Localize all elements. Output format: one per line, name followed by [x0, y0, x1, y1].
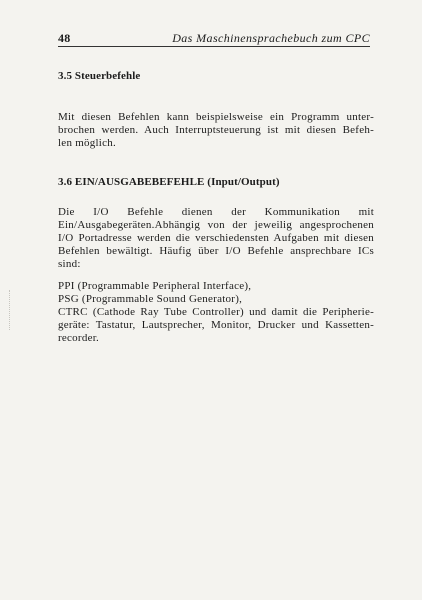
section-heading-3-5: 3.5 Steuerbefehle [58, 70, 141, 82]
margin-punch-marks [9, 290, 12, 330]
section-heading-3-6: 3.6 EIN/AUSGABEBEFEHLE (Input/Output) [58, 176, 280, 188]
paragraph-line: Die I/O Befehle dienen der Kommunikation mit [58, 206, 374, 218]
paragraph-line: Ein/Ausgabegeräten.Abhängig von der jeweilig angesprochenen [58, 219, 374, 231]
list-line: PSG (Programmable Sound Generator), [58, 293, 243, 305]
paragraph-line: Mit diesen Befehlen kann beispielsweise ein Programm unter- [58, 111, 374, 123]
paragraph-line: Befehlen bewältigt. Häufig über I/O Befehle ansprechbare ICs [58, 245, 374, 257]
paragraph-line: I/O Portadresse werden die verschiedensten Aufgaben mit diesen [58, 232, 374, 244]
section-3-5-paragraph [58, 111, 374, 150]
list-line: PPI (Programmable Peripheral Interface), [58, 280, 252, 292]
section-3-6-intro-paragraph [58, 206, 374, 271]
paragraph-line: len möglich. [58, 137, 116, 149]
list-line: recorder. [58, 332, 100, 344]
paragraph-line: brochen werden. Auch Interruptsteuerung ist mit diesen Befeh- [58, 124, 374, 136]
page-header [58, 30, 370, 47]
list-line: CTRC (Cathode Ray Tube Controller) und damit die Peripherie- [58, 306, 374, 318]
paragraph-line: sind: [58, 258, 81, 270]
section-3-6-ic-list [58, 280, 374, 345]
list-line: geräte: Tastatur, Lautsprecher, Monitor, Drucker und Kassetten- [58, 319, 374, 331]
page-number: 48 [58, 31, 71, 45]
running-title: Das Maschinensprachebuch zum CPC [172, 31, 370, 45]
